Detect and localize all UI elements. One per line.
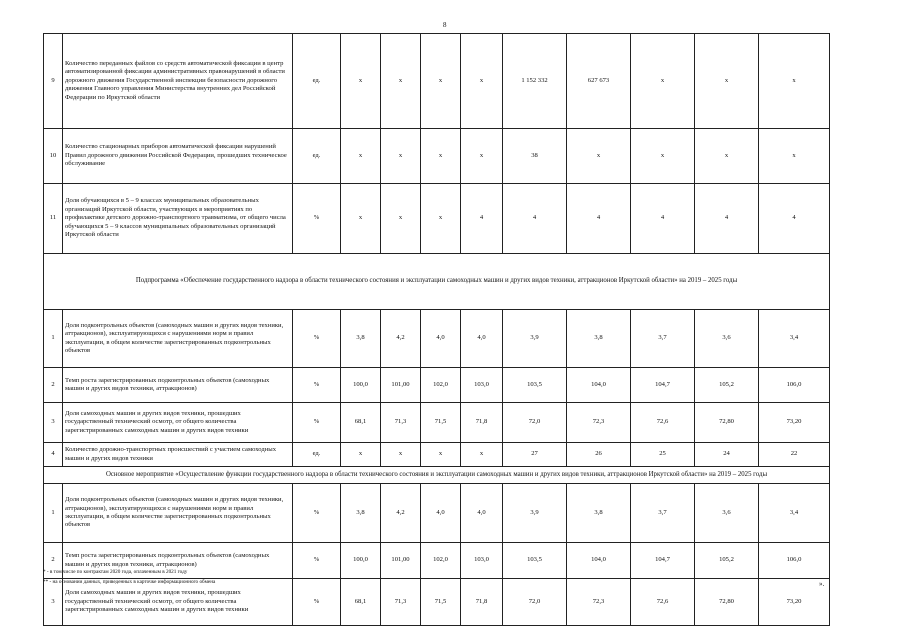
value-cell: 26 [567, 443, 631, 467]
row-number: 9 [44, 34, 63, 129]
unit-cell: ед. [293, 129, 341, 184]
section-title: Основное мероприятие «Осуществление функции государственного надзора в области технического состояния и эксплуатации самоходных машин и других видов техники, аттракционов Иркутской области» на 2019 – 2025 годы [44, 467, 830, 484]
value-cell: x [421, 443, 461, 467]
value-cell: 105,2 [695, 543, 759, 579]
value-cell: 627 673 [567, 34, 631, 129]
value-cell: 101,00 [381, 543, 421, 579]
unit-cell: % [293, 184, 341, 254]
table-row [44, 403, 830, 443]
value-cell: 3,6 [695, 484, 759, 543]
value-cell: 100,0 [341, 368, 381, 403]
indicators-table [43, 33, 830, 626]
value-cell: 104,7 [631, 543, 695, 579]
value-cell: x [381, 184, 421, 254]
row-number: 2 [44, 368, 63, 403]
value-cell: x [461, 34, 503, 129]
indicator-name: Темп роста зарегистрированных подконтрольных объектов (самоходных машин и других видов техники, аттракционов) [63, 368, 293, 403]
table-row [44, 368, 830, 403]
value-cell: 4 [567, 184, 631, 254]
value-cell: 4,2 [381, 484, 421, 543]
footnote: * - в том числе по контрактам 2020 года, оплаченным в 2021 году [43, 569, 188, 575]
indicator-name: Доля самоходных машин и других видов техники, прошедших государственный технический осмотр, от общего количества зарегистрированных самоходных машин и других видов техники [63, 579, 293, 626]
unit-cell: % [293, 484, 341, 543]
value-cell: 68,1 [341, 403, 381, 443]
row-number: 3 [44, 403, 63, 443]
value-cell: 71,5 [421, 579, 461, 626]
value-cell: 1 152 332 [503, 34, 567, 129]
value-cell: 73,20 [759, 403, 830, 443]
value-cell: x [381, 443, 421, 467]
value-cell: 3,8 [567, 310, 631, 368]
unit-cell: ед. [293, 443, 341, 467]
unit-cell: % [293, 579, 341, 626]
value-cell: 72,0 [503, 579, 567, 626]
value-cell: 71,5 [421, 403, 461, 443]
unit-cell: % [293, 368, 341, 403]
row-number: 10 [44, 129, 63, 184]
value-cell: 72,80 [695, 579, 759, 626]
value-cell: 24 [695, 443, 759, 467]
indicator-name: Доля подконтрольных объектов (самоходных машин и других видов техники, аттракционов), эксплуатирующихся с нарушениями норм и правил эксплуатации, в общем количестве зарегистрированных подконтрольных объектов [63, 484, 293, 543]
value-cell: 3,9 [503, 310, 567, 368]
value-cell: 4,0 [421, 484, 461, 543]
value-cell: 72,3 [567, 403, 631, 443]
value-cell: x [759, 129, 830, 184]
value-cell: x [421, 34, 461, 129]
value-cell: 104,0 [567, 543, 631, 579]
value-cell: 102,0 [421, 368, 461, 403]
value-cell: 3,6 [695, 310, 759, 368]
indicator-name: Количество дорожно-транспортных происшествий с участием самоходных машин и других видов техники [63, 443, 293, 467]
value-cell: 22 [759, 443, 830, 467]
value-cell: 3,8 [341, 310, 381, 368]
value-cell: 72,80 [695, 403, 759, 443]
value-cell: 4 [461, 184, 503, 254]
value-cell: x [461, 443, 503, 467]
value-cell: 100,0 [341, 543, 381, 579]
value-cell: 4,0 [421, 310, 461, 368]
value-cell: 27 [503, 443, 567, 467]
value-cell: 25 [631, 443, 695, 467]
value-cell: 4 [695, 184, 759, 254]
value-cell: 104,0 [567, 368, 631, 403]
value-cell: 106,0 [759, 543, 830, 579]
closing-quote-mark: ». [819, 580, 825, 588]
value-cell: 101,00 [381, 368, 421, 403]
indicator-name: Количество стационарных приборов автоматической фиксации нарушений Правил дорожного движения Российской Федерации, прошедших техническое обслуживание [63, 129, 293, 184]
value-cell: 102,0 [421, 543, 461, 579]
value-cell: x [341, 184, 381, 254]
value-cell: 3,8 [341, 484, 381, 543]
value-cell: x [461, 129, 503, 184]
table-row [44, 34, 830, 129]
value-cell: x [421, 129, 461, 184]
value-cell: x [341, 34, 381, 129]
indicator-name: Доля подконтрольных объектов (самоходных машин и других видов техники, аттракционов), эксплуатирующихся с нарушениями норм и правил эксплуатации, в общем количестве зарегистрированных подконтрольных объектов [63, 310, 293, 368]
value-cell: 3,4 [759, 310, 830, 368]
value-cell: 73,20 [759, 579, 830, 626]
section-row [44, 254, 830, 310]
footnotes [43, 568, 215, 588]
value-cell: 103,0 [461, 543, 503, 579]
value-cell: 3,7 [631, 310, 695, 368]
row-number: 4 [44, 443, 63, 467]
value-cell: 3,7 [631, 484, 695, 543]
table-row [44, 184, 830, 254]
value-cell: 72,3 [567, 579, 631, 626]
unit-cell: % [293, 543, 341, 579]
value-cell: x [381, 129, 421, 184]
value-cell: x [695, 34, 759, 129]
unit-cell: % [293, 310, 341, 368]
value-cell: x [341, 443, 381, 467]
value-cell: x [341, 129, 381, 184]
section-title: Подпрограмма «Обеспечение государственного надзора в области технического состояния и эксплуатации самоходных машин и других видов техники, аттракционов Иркутской области» на 2019 – 2025 годы [44, 254, 830, 310]
value-cell: 3,9 [503, 484, 567, 543]
section-row [44, 467, 830, 484]
footnote: ** - на основании данных, приведенных в карточке информационного обмена [43, 578, 216, 585]
table-row [44, 129, 830, 184]
value-cell: 68,1 [341, 579, 381, 626]
row-number: 3 [44, 579, 63, 626]
value-cell: 4 [631, 184, 695, 254]
table-body [44, 34, 830, 626]
indicator-name: Доля самоходных машин и других видов техники, прошедших государственный технический осмотр, от общего количества зарегистрированных самоходных машин и других видов техники [63, 403, 293, 443]
value-cell: 71,3 [381, 403, 421, 443]
page-number: 8 [443, 21, 447, 29]
value-cell: 38 [503, 129, 567, 184]
unit-cell: % [293, 403, 341, 443]
row-number: 2 [44, 543, 63, 579]
value-cell: 4 [503, 184, 567, 254]
indicator-name: Доля обучающихся в 5 – 9 классах муниципальных образовательных организаций Иркутской области, участвующих в мероприятиях по профилактике детского дорожно-транспортного травматизма, от общего числа обучающихся 5 – 9 классов муниципальных образовательных организаций Иркутской области [63, 184, 293, 254]
value-cell: x [631, 129, 695, 184]
value-cell: 4,0 [461, 484, 503, 543]
value-cell: 4,2 [381, 310, 421, 368]
value-cell: 103,0 [461, 368, 503, 403]
table-row [44, 484, 830, 543]
unit-cell: ед. [293, 34, 341, 129]
value-cell: 103,5 [503, 543, 567, 579]
value-cell: 103,5 [503, 368, 567, 403]
value-cell: 72,0 [503, 403, 567, 443]
value-cell: x [421, 184, 461, 254]
value-cell: 104,7 [631, 368, 695, 403]
value-cell: 71,8 [461, 403, 503, 443]
row-number: 1 [44, 310, 63, 368]
value-cell: 72,6 [631, 403, 695, 443]
value-cell: x [631, 34, 695, 129]
value-cell: 3,8 [567, 484, 631, 543]
row-number: 1 [44, 484, 63, 543]
value-cell: 72,6 [631, 579, 695, 626]
value-cell: 4,0 [461, 310, 503, 368]
value-cell: 106,0 [759, 368, 830, 403]
row-number: 11 [44, 184, 63, 254]
value-cell: 71,8 [461, 579, 503, 626]
value-cell: x [567, 129, 631, 184]
value-cell: 3,4 [759, 484, 830, 543]
value-cell: x [759, 34, 830, 129]
value-cell: x [381, 34, 421, 129]
value-cell: 71,3 [381, 579, 421, 626]
value-cell: 105,2 [695, 368, 759, 403]
value-cell: x [695, 129, 759, 184]
table-row [44, 310, 830, 368]
value-cell: 4 [759, 184, 830, 254]
indicator-name: Темп роста зарегистрированных подконтрольных объектов (самоходных машин и других видов техники, аттракционов) [63, 543, 293, 579]
indicator-name: Количество переданных файлов со средств автоматической фиксации в центр автоматизированной фиксации административных правонарушений в области дорожного движения Государственной инспекции безопасности дорожного движения Главного управления Министерства внутренних дел Российской Федерации по Иркутской области [63, 34, 293, 129]
table-row [44, 443, 830, 467]
